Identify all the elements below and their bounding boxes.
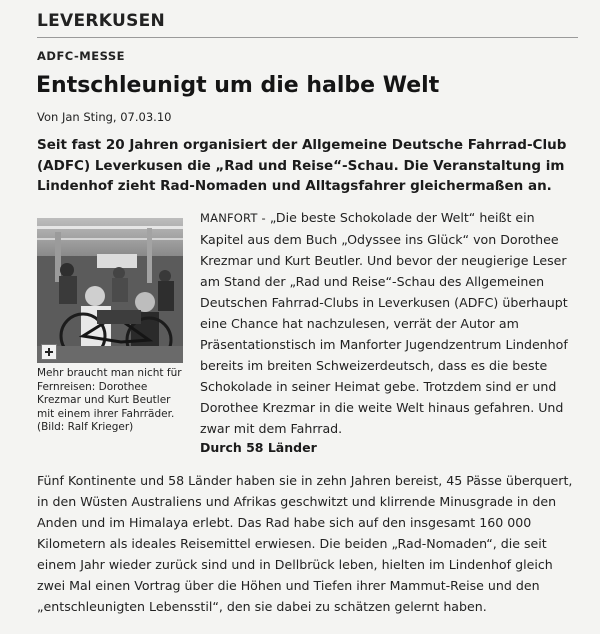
section-divider [37,37,578,38]
section-title: LEVERKUSEN [37,11,166,31]
paragraph-1-text: „Die beste Schokolade der Welt“ heißt ein Kapitel aus dem Buch „Odyssee ins Glück“ von Dorothee Krezmar und Kurt Beutler. Und bevor der neugierige Leser am Stand der „Rad und Reise“-Schau des Allgemeinen Deutschen Fahrrad-Clubs in Leverkusen (ADFC) überhaupt eine Chance hat nachzulesen, verrät der Autor am Präsentationstisch im Manforter Jugendzentrum Lindenhof bereits im breiten Schweizerdeutsch, dass es die beste Schokolade in seiner Heimat gebe. Trotzdem sind er und Dorothee Krezmar in die weite Welt hinaus gefahren. Und zwar mit dem Fahrrad. [200,210,568,436]
article-paragraph-2: Fünf Kontinente und 58 Länder haben sie in zehn Jahren bereist, 45 Pässe überquert, in den Wüsten Australiens und Afrikas geschwitzt und klirrende Minusgrade in den Anden und im Himalaya erlebt. Das Rad habe sich auf den insgesamt 160 000 Kilometern als ideales Reisemittel erwiesen. Die beiden „Rad-Nomaden“, die seit einem Jahr wieder zurück sind und in Dellbrück leben, hielten im Lindenhof gleich zwei Mal einen Vortrag über die Höhen und Tiefen ihrer Mammut-Reise und den „entschleunigten Lebensstil“, den sie dabei zu schätzen gelernt haben. [37,473,573,614]
article-headline: Entschleunigt um die halbe Welt [36,73,440,98]
photo-illustration [37,218,183,363]
dateline: MANFORT - [200,211,266,225]
article-lead: Seit fast 20 Jahren organisiert der Allgemeine Deutsche Fahrrad-Club (ADFC) Leverkusen die „Rad und Reise“-Schau. Die Veranstaltung im Lindenhof zieht Rad-Nomaden und Alltagsfahrer gleichermaßen an. [37,137,567,194]
photo-caption: Mehr braucht man nicht für Fernreisen: Dorothee Krezmar und Kurt Beutler mit einem ihrer Fahrräder. (Bild: Ralf Krieger) [37,367,182,433]
article-photo[interactable] [37,218,183,363]
article-paragraph-1 [200,207,575,439]
article-byline: Von Jan Sting, 07.03.10 [37,110,172,124]
article-kicker: ADFC-MESSE [37,49,125,63]
article-subheading: Durch 58 Länder [200,440,317,455]
zoom-plus-icon[interactable] [41,344,57,360]
